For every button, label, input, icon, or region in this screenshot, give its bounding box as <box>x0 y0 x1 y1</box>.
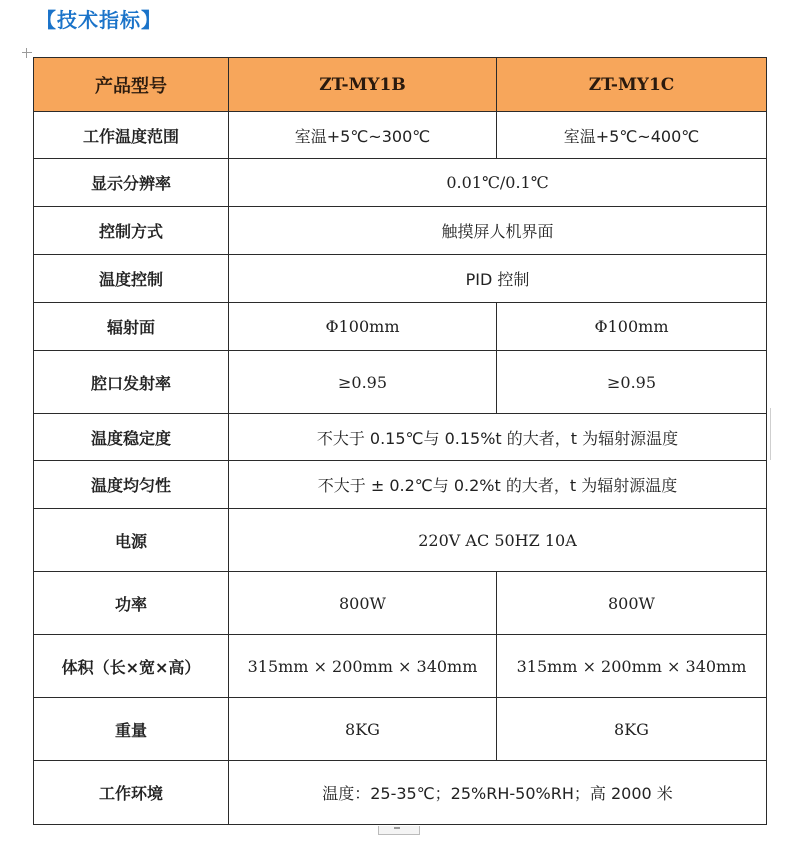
header-model-2: ZT-MY1C <box>497 58 767 112</box>
row-label: 体积（长×宽×高） <box>34 635 229 698</box>
table-row <box>34 761 767 825</box>
row-value: 8KG <box>497 698 767 761</box>
table-row <box>34 461 767 509</box>
row-label: 功率 <box>34 572 229 635</box>
header-model-1: ZT-MY1B <box>229 58 497 112</box>
row-value: 触摸屏人机界面 <box>229 207 767 255</box>
row-label: 辐射面 <box>34 303 229 351</box>
row-value: 315mm × 200mm × 340mm <box>229 635 497 698</box>
row-label: 温度稳定度 <box>34 414 229 461</box>
row-label: 控制方式 <box>34 207 229 255</box>
section-heading: 【技术指标】 <box>36 8 162 32</box>
table-row <box>34 159 767 207</box>
row-label: 显示分辨率 <box>34 159 229 207</box>
row-label: 工作环境 <box>34 761 229 825</box>
row-label: 重量 <box>34 698 229 761</box>
row-value: 800W <box>229 572 497 635</box>
row-value: ≥0.95 <box>497 351 767 414</box>
table-row <box>34 207 767 255</box>
horizontal-scroll-handle[interactable] <box>378 826 420 835</box>
row-label: 电源 <box>34 509 229 572</box>
table-row <box>34 255 767 303</box>
row-value: 0.01℃/0.1℃ <box>229 159 767 207</box>
row-value: 800W <box>497 572 767 635</box>
row-value: 8KG <box>229 698 497 761</box>
margin-mark <box>770 408 771 460</box>
row-value: 室温+5℃~400℃ <box>497 112 767 159</box>
row-value: 不大于 0.15℃与 0.15%t 的大者，t 为辐射源温度 <box>229 414 767 461</box>
row-value: ≥0.95 <box>229 351 497 414</box>
row-value: 不大于 ± 0.2℃与 0.2%t 的大者，t 为辐射源温度 <box>229 461 767 509</box>
row-label: 温度控制 <box>34 255 229 303</box>
row-label: 温度均匀性 <box>34 461 229 509</box>
margin-mark <box>26 48 27 58</box>
table-row <box>34 351 767 414</box>
spec-table <box>33 57 767 825</box>
table-row <box>34 572 767 635</box>
grip-icon <box>394 827 400 829</box>
margin-mark <box>22 52 32 53</box>
row-value: 室温+5℃~300℃ <box>229 112 497 159</box>
row-value: 温度：25-35℃；25%RH-50%RH；高 2000 米 <box>229 761 767 825</box>
table-header-row <box>34 58 767 112</box>
table-row <box>34 112 767 159</box>
table-row <box>34 303 767 351</box>
table-row <box>34 414 767 461</box>
row-label: 工作温度范围 <box>34 112 229 159</box>
row-value: 315mm × 200mm × 340mm <box>497 635 767 698</box>
row-value: Φ100mm <box>229 303 497 351</box>
row-value: Φ100mm <box>497 303 767 351</box>
row-value: 220V AC 50HZ 10A <box>229 509 767 572</box>
table-row <box>34 635 767 698</box>
table-row <box>34 698 767 761</box>
row-label: 腔口发射率 <box>34 351 229 414</box>
row-value: PID 控制 <box>229 255 767 303</box>
table-row <box>34 509 767 572</box>
header-label: 产品型号 <box>34 58 229 112</box>
